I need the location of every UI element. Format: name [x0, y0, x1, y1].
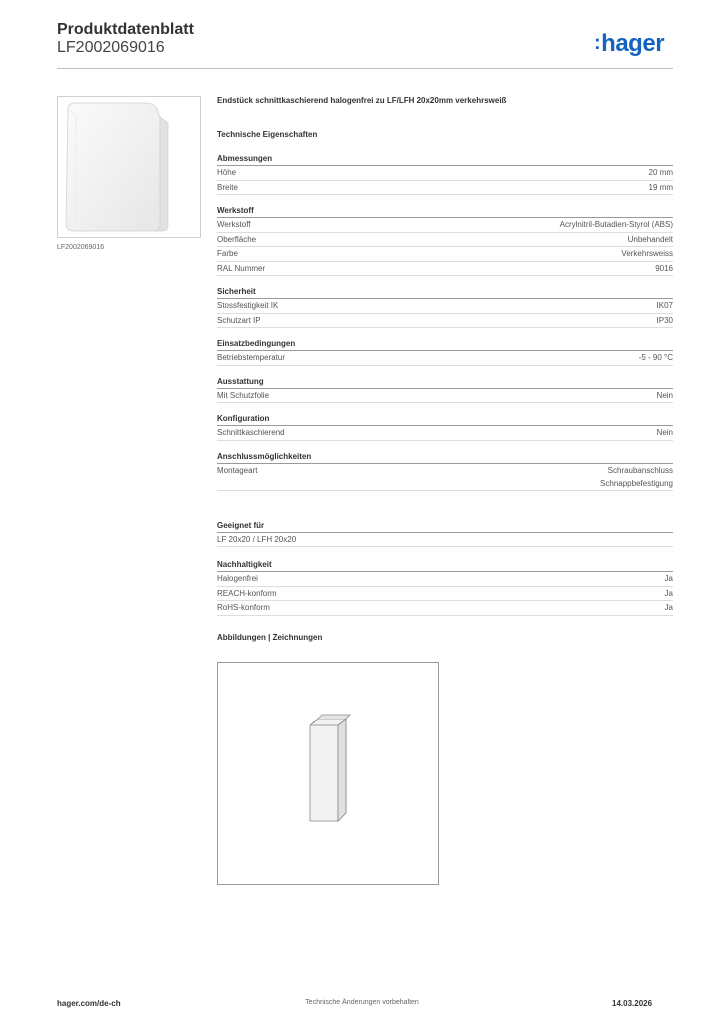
- logo-text: hager: [601, 30, 665, 57]
- property-value: [657, 299, 673, 313]
- section-title: Werkstoff: [217, 206, 673, 218]
- property-label: Halogenfrei: [217, 574, 258, 583]
- images-section: [217, 633, 673, 647]
- property-row: [217, 233, 673, 248]
- property-label: RAL Nummer: [217, 263, 266, 273]
- footer-website[interactable]: hager.com/de-ch: [57, 999, 121, 1008]
- section-title: Konfiguration: [217, 414, 673, 426]
- property-label: Breite: [217, 182, 238, 192]
- property-value-line: Verkehrsweiss: [621, 249, 673, 258]
- section-werkstoff: [217, 206, 673, 276]
- property-label: Betriebstemperatur: [217, 353, 286, 362]
- property-value: [657, 389, 673, 403]
- property-value-line: -5 - 90 °C: [638, 353, 673, 362]
- property-value-line: Nein: [656, 428, 673, 437]
- property-value-line: IP30: [656, 315, 673, 325]
- property-value: [657, 426, 673, 440]
- property-sections: [217, 154, 673, 491]
- suitable-row: [217, 533, 673, 548]
- section-title: Einsatzbedingungen: [217, 339, 673, 351]
- property-value-line: Acrylnitril-Butadien-Styrol (ABS): [559, 220, 673, 229]
- section-anschlussmöglichkeiten: [217, 452, 673, 491]
- property-value: [600, 464, 673, 490]
- technical-properties-heading: Technische Eigenschaften: [217, 130, 318, 139]
- property-value-line: IK07: [656, 301, 673, 310]
- property-value: [621, 247, 673, 261]
- property-label: Schutzart IP: [217, 315, 261, 325]
- property-label: Höhe: [217, 168, 237, 177]
- property-label: Oberfläche: [217, 234, 257, 244]
- property-label: Schnittkaschierend: [217, 428, 285, 437]
- article-number: LF2002069016: [57, 39, 165, 56]
- logo-dots-icon: :: [594, 32, 601, 54]
- content-column: [217, 96, 673, 647]
- property-label: Mit Schutzfolie: [217, 390, 270, 400]
- property-label: Montageart: [217, 465, 258, 475]
- product-description: Endstück schnittkaschierend halogenfrei zu LF/LFH 20x20mm verkehrsweiß: [217, 96, 507, 105]
- section-title: Sicherheit: [217, 287, 673, 299]
- section-sicherheit: [217, 287, 673, 328]
- property-value: [649, 181, 673, 195]
- property-value-line: Schnappbefestigung: [600, 478, 673, 488]
- property-value: [657, 314, 673, 328]
- property-row: [217, 181, 673, 196]
- property-label: Werkstoff: [217, 220, 251, 229]
- property-row: [217, 314, 673, 329]
- property-value-line: Schraubanschluss: [607, 465, 673, 475]
- section-title: Ausstattung: [217, 377, 673, 389]
- footer-date: 14.03.2026: [612, 999, 653, 1008]
- section-abmessungen: [217, 154, 673, 195]
- product-image: [57, 96, 201, 238]
- property-value: Ja: [664, 603, 673, 612]
- property-value: [639, 351, 673, 365]
- product-drawing: [217, 662, 439, 885]
- header-divider: [57, 68, 673, 69]
- section-einsatzbedingungen: [217, 339, 673, 366]
- section-title: Abmessungen: [217, 154, 673, 166]
- header-title: Produktdatenblatt: [57, 21, 194, 38]
- footer-note: Technische Änderungen vorbehalten: [305, 999, 419, 1006]
- property-row: [217, 299, 673, 314]
- property-value: [649, 166, 673, 180]
- property-label: RoHS-konform: [217, 603, 270, 612]
- property-value: [655, 262, 673, 276]
- property-value: [560, 218, 673, 232]
- suitable-value: LF 20x20 / LFH 20x20: [217, 534, 297, 544]
- property-label: Stossfestigkeit IK: [217, 301, 279, 310]
- property-row: [217, 601, 673, 616]
- section-title: Geeignet für: [217, 521, 673, 533]
- property-label: REACH-konform: [217, 588, 277, 598]
- property-value-line: 9016: [655, 263, 673, 273]
- property-row: [217, 389, 673, 404]
- property-row: [217, 166, 673, 181]
- property-row: [217, 218, 673, 233]
- property-row: [217, 572, 673, 587]
- property-label: Farbe: [217, 249, 238, 258]
- property-value-line: 20 mm: [648, 168, 673, 177]
- property-value-line: 19 mm: [648, 182, 673, 192]
- property-row: [217, 351, 673, 366]
- section-konfiguration: [217, 414, 673, 441]
- property-value-line: Nein: [656, 390, 673, 400]
- hager-logo[interactable]: [594, 30, 664, 58]
- property-row: [217, 247, 673, 262]
- end-cap-drawing: [218, 663, 438, 884]
- section-ausstattung: [217, 377, 673, 404]
- section-suitable: [217, 521, 673, 548]
- images-heading: Abbildungen | Zeichnungen: [217, 632, 323, 642]
- property-value: [628, 233, 673, 247]
- property-row: [217, 426, 673, 441]
- property-row: [217, 262, 673, 277]
- property-value: Ja: [664, 588, 673, 598]
- property-row: [217, 464, 673, 491]
- property-row: [217, 587, 673, 602]
- section-sustainability: [217, 560, 673, 616]
- section-title: Anschlussmöglichkeiten: [217, 452, 673, 464]
- product-image-caption: LF2002069016: [57, 244, 105, 251]
- section-title: Nachhaltigkeit: [217, 560, 673, 572]
- property-value-line: Unbehandelt: [627, 234, 673, 244]
- property-value: Ja: [664, 574, 673, 583]
- end-cap-photo: [58, 97, 200, 237]
